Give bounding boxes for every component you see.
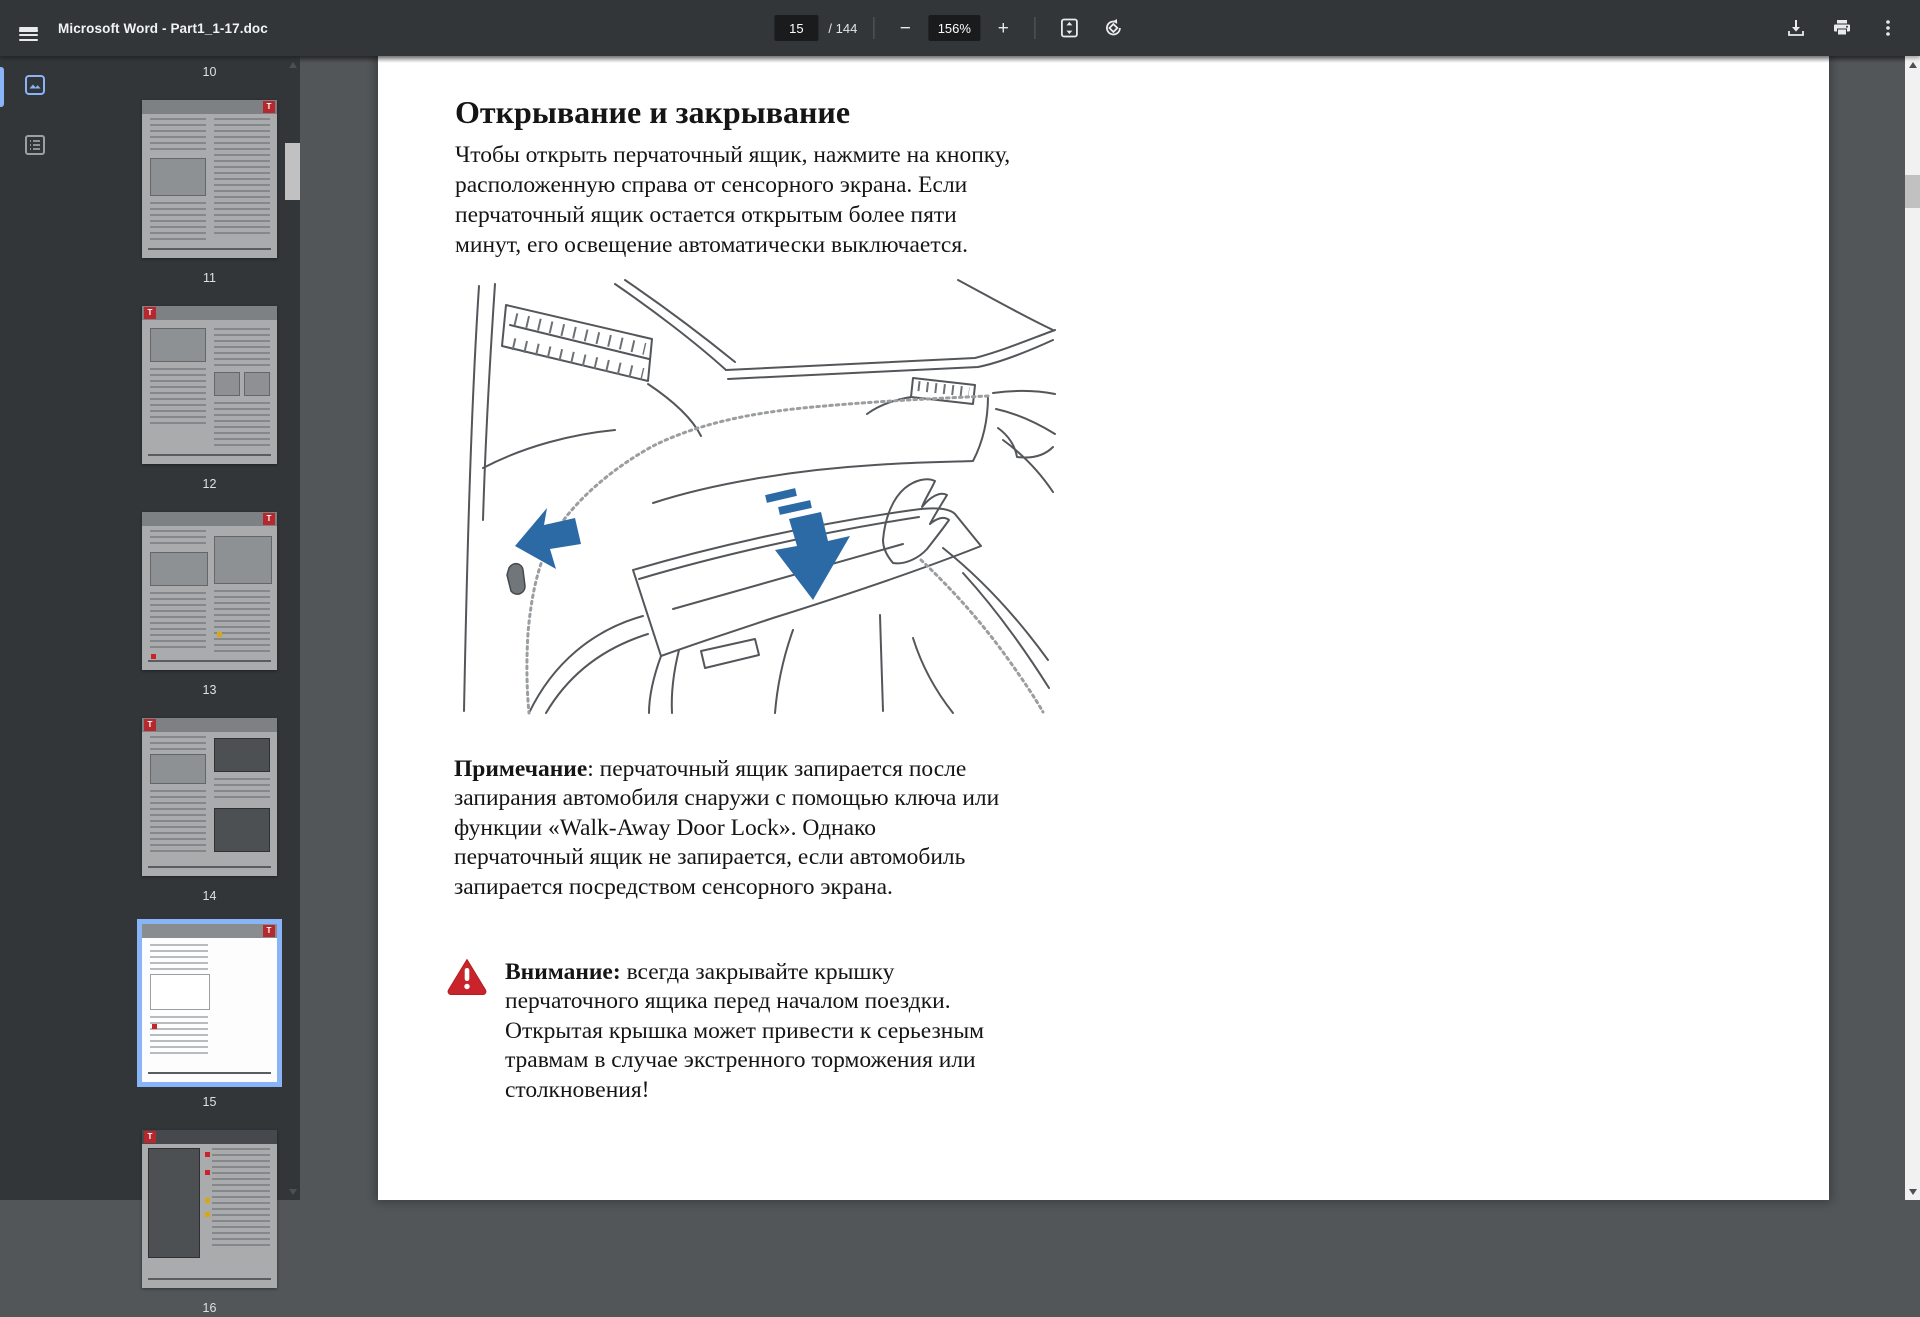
thumbnail-text-lines	[150, 790, 206, 854]
thumbnail-text-lines	[150, 1016, 208, 1058]
thumbnail-image-block	[150, 974, 210, 1010]
thumbnail-image-block	[148, 1148, 200, 1258]
thumbnail-text-lines	[150, 592, 206, 652]
warning-label: Внимание:	[505, 959, 621, 985]
document-viewer	[300, 56, 1905, 1200]
thumbnail-header-band	[142, 512, 277, 526]
page-count-label: / 144	[828, 20, 858, 36]
thumbnail-text-lines	[214, 328, 270, 366]
thumbnail-header-band	[142, 1130, 277, 1144]
pdf-page-15	[378, 56, 1829, 1200]
warning-paragraph: Внимание: всегда закрывайте крышку перчаточного ящика перед началом поездки. Открытая крышка может привести к серьезным травмам в случае экстренного торможения или столкновения!	[505, 959, 984, 1103]
document-title: Microsoft Word - Part1_1-17.doc	[58, 20, 268, 36]
menu-button[interactable]	[10, 10, 46, 46]
thumbnail-page-12[interactable]	[142, 306, 277, 464]
thumbnail-page-16[interactable]	[142, 1130, 277, 1288]
tesla-logo-icon: T	[263, 925, 275, 937]
main-scrollbar-thumb[interactable]	[1905, 175, 1920, 208]
thumbnail-text-lines	[214, 118, 270, 238]
print-icon	[1832, 18, 1852, 38]
thumbnail-page-11[interactable]	[142, 100, 277, 258]
thumbnail-image-block	[214, 808, 270, 852]
button-pointer-arrow	[515, 508, 581, 569]
thumbnail-page-label-13: 13	[202, 683, 217, 697]
zoom-in-button[interactable]: +	[988, 13, 1018, 43]
thumbnail-footer-line	[148, 1278, 271, 1280]
note-paragraph: Примечание: перчаточный ящик запирается после запирания автомобиля снаружи с помощью ключа или функции «Walk-Away Door Lock». Однако перчаточный ящик не запирается, если автомобиль запирается посредством сенсорного экрана.	[454, 756, 1000, 900]
scroll-down-button[interactable]	[1905, 1183, 1920, 1200]
thumbnail-text-lines	[150, 118, 206, 154]
intro-paragraph: Чтобы открыть перчаточный ящик, нажмите на кнопку, расположенную справа от сенсорного экрана. Если перчаточный ящик остается открытым более пяти минут, его освещение автоматически выключается.	[455, 142, 1011, 258]
door-open-arrow	[775, 512, 850, 600]
tesla-logo-icon: T	[144, 307, 156, 319]
thumbnail-text-lines	[214, 590, 270, 652]
arrow-up-icon	[289, 62, 297, 68]
page-number-input[interactable]	[774, 15, 818, 41]
arrow-up-icon	[1909, 62, 1917, 68]
section-heading: Открывание и закрывание	[455, 94, 851, 130]
thumbnail-warning-icon	[205, 1198, 210, 1203]
thumbnail-page-14[interactable]	[142, 718, 277, 876]
thumbnail-page-13[interactable]	[142, 512, 277, 670]
download-icon	[1786, 18, 1806, 38]
thumbnail-page-label-11: 11	[203, 271, 216, 285]
tesla-logo-icon: T	[263, 101, 275, 113]
thumbnail-text-lines	[150, 202, 206, 242]
fit-to-page-icon	[1059, 18, 1079, 38]
thumbnail-image-block	[150, 552, 208, 586]
arrow-down-icon	[289, 1189, 297, 1195]
zoom-out-button[interactable]: −	[890, 13, 920, 43]
thumbnail-list	[0, 56, 285, 1315]
thumbnail-sidebar	[0, 56, 300, 1315]
thumbnail-image-block	[214, 738, 270, 772]
thumbnail-text-lines	[214, 402, 270, 446]
thumbnail-page-label-14: 14	[202, 889, 217, 903]
thumbnail-image-block	[150, 754, 206, 784]
thumbnail-image-block	[150, 158, 206, 196]
thumbnail-image-block	[214, 536, 272, 584]
thumbnail-header-band	[142, 718, 277, 732]
rotate-button[interactable]	[1095, 10, 1131, 46]
door-motion-marks	[766, 492, 811, 511]
thumbnail-page-label-12: 12	[202, 477, 217, 491]
thumbnail-warning-icon	[217, 632, 222, 637]
thumbnail-image-block	[214, 372, 240, 396]
thumbnail-image-block	[244, 372, 270, 396]
thumbnail-text-lines	[150, 736, 206, 750]
sidebar-scroll-down-button[interactable]	[285, 1183, 300, 1200]
thumbnail-page-label-16: 16	[202, 1301, 217, 1315]
thumbnail-text-lines	[214, 778, 270, 802]
thumbnail-warning-icon	[205, 1170, 210, 1175]
thumbnail-header-band	[142, 924, 277, 938]
thumbnail-header-band	[142, 306, 277, 320]
glovebox-diagram	[443, 278, 1055, 713]
thumbnail-text-lines	[150, 944, 208, 970]
toolbar-separator	[1034, 17, 1035, 39]
rotate-counterclockwise-icon	[1103, 18, 1123, 38]
fit-to-page-button[interactable]	[1051, 10, 1087, 46]
download-button[interactable]	[1778, 10, 1814, 46]
sidebar-scroll-up-button[interactable]	[285, 56, 300, 73]
thumbnail-warning-icon	[152, 1024, 157, 1029]
toolbar-actions	[1778, 0, 1906, 56]
thumbnail-header-band	[142, 100, 277, 114]
warning-triangle-icon	[446, 957, 488, 995]
thumbnail-page-15[interactable]	[142, 924, 277, 1082]
print-button[interactable]	[1824, 10, 1860, 46]
thumbnail-warning-icon	[151, 654, 156, 659]
zoom-level-value[interactable]: 156%	[928, 15, 980, 41]
thumbnail-page-label-15: 15	[202, 1095, 217, 1109]
toolbar-separator	[873, 17, 874, 39]
tesla-logo-icon: T	[144, 719, 156, 731]
glovebox-button-shape	[507, 564, 525, 595]
scroll-up-button[interactable]	[1905, 56, 1920, 73]
thumbnail-footer-line	[148, 454, 271, 456]
more-options-button[interactable]	[1870, 10, 1906, 46]
tesla-logo-icon: T	[263, 513, 275, 525]
arrow-down-icon	[1909, 1189, 1917, 1195]
tesla-logo-icon: T	[144, 1131, 156, 1143]
thumbnail-footer-line	[148, 1072, 271, 1074]
pdf-toolbar	[0, 0, 1920, 56]
main-scrollbar[interactable]	[1905, 56, 1920, 1200]
kebab-menu-icon	[1878, 18, 1898, 38]
thumbnail-text-lines	[212, 1148, 270, 1248]
page-zoom-controls	[774, 0, 1131, 56]
thumbnail-text-lines	[150, 530, 206, 548]
thumbnail-warning-icon	[205, 1212, 210, 1217]
thumbnail-image-block	[150, 328, 206, 362]
thumbnail-page-label-10: 10	[202, 65, 217, 79]
thumbnail-text-lines	[150, 368, 206, 426]
thumbnail-footer-line	[148, 866, 271, 868]
thumbnail-footer-line	[148, 248, 271, 250]
hamburger-icon	[19, 27, 38, 29]
note-label: Примечание	[454, 756, 588, 782]
thumbnail-footer-line	[148, 660, 271, 662]
sidebar-scrollbar-thumb[interactable]	[285, 143, 300, 200]
thumbnail-warning-icon	[205, 1152, 210, 1157]
